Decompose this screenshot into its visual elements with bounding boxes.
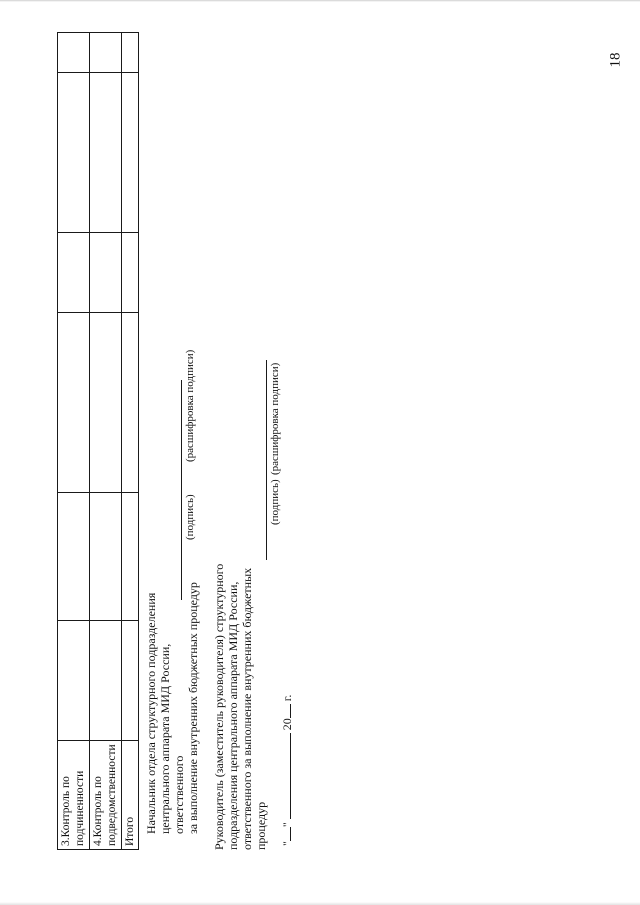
table-cell [90,73,122,233]
table-cell [58,313,90,493]
table-cell [122,493,139,621]
table-cell [58,33,90,73]
head-of-unit-title: Руководитель (заместитель руководителя) структурного подразделения центрального аппарата МИД России, ответственного за выполнение внутренних бюджетных процедур [212,563,268,850]
table-cell [58,621,90,741]
table-cell [90,313,122,493]
decoding-hint: (расшифровка подписи) [269,362,281,475]
rotated-page-content [0,10,590,850]
table-cell [58,493,90,621]
scan-edge-top [0,0,640,2]
table-cell [90,493,122,621]
table-row [58,33,90,850]
table-cell [90,621,122,741]
table-cell [90,33,122,73]
table-cell [58,73,90,233]
signature-line [181,380,182,600]
row-label: 3.Контроль по подчиненности [58,741,90,850]
table-cell [122,313,139,493]
table-row [122,33,139,850]
decoding-hint: (расшифровка подписи) [184,349,196,462]
table-cell [122,621,139,741]
month-blank [290,733,291,819]
table-row [90,33,122,850]
date-line: "" 20 г. [280,694,294,846]
row-label: Итого [122,741,139,850]
table-cell [122,233,139,313]
report-table [57,32,139,850]
signature-line [266,360,267,560]
table-cell [90,233,122,313]
day-blank [290,827,291,841]
table-cell [122,33,139,73]
head-of-department-title: Начальник отдела структурного подразделения центрального аппарата МИД России, ответственного за выполнение внутренних бюджетных процедур [144,582,200,834]
table-cell [58,233,90,313]
table-cell [122,73,139,233]
signature-hint: (подпись) [184,494,196,540]
page-number: 18 [607,52,624,68]
year-blank [290,704,291,718]
signature-hint: (подпись) [269,479,281,525]
row-label: 4.Контроль по подведомственности [90,741,122,850]
